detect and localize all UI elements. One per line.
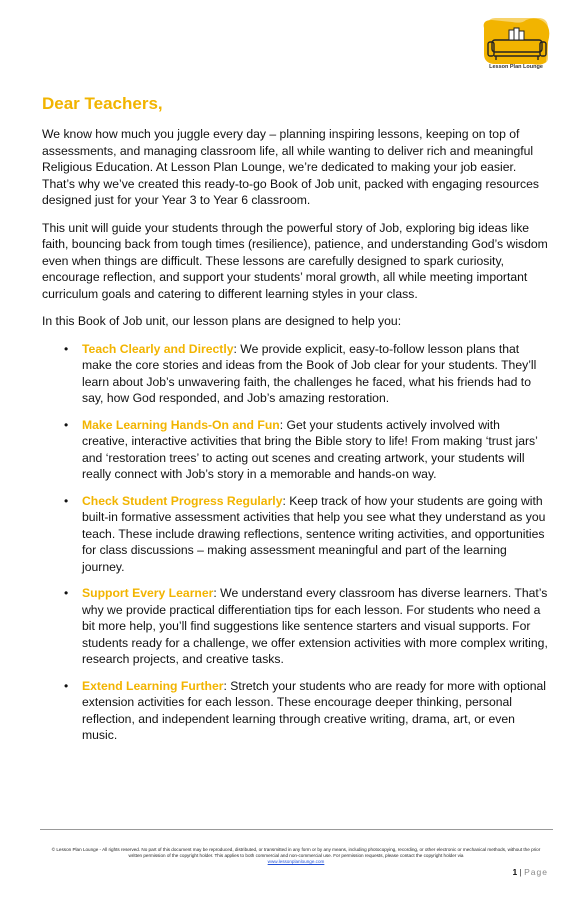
point-text: : We provide explicit, easy-to-follow lesson plans that make the core stories and ideas from the Book of Job clear for your students. They’ll learn about Job’s unwavering faith, the challenges he faced, what his friends had to say, how God responded, and Job’s amazing restoration. (82, 341, 537, 405)
list-item (42, 585, 548, 668)
bullet-icon: • (64, 341, 69, 356)
unit-overview-paragraph: This unit will guide your students through the powerful story of Job, exploring big ideas like faith, bouncing back from tough times (resilience), patience, and understanding God’s wisdom even when things are difficult. These lessons are carefully designed to spark curiosity, encourage reflection, and support your students’ moral growth, all while meeting important curriculum goals and catering to different learning styles in your class. (42, 220, 548, 301)
point-text: : We understand every classroom has diverse learners. That’s why we provide practical differentiation tips for each lesson. For students who need a bit more help, you’ll find suggestions like sentence starters and visual supports. For students ready for a challenge, we offer extension activities with more complex writing, research projects, and creative tasks. (82, 586, 548, 666)
list-item (42, 341, 548, 407)
bullet-icon: • (64, 493, 69, 508)
point-title: Make Learning Hands-On and Fun (82, 417, 280, 432)
point-title: Teach Clearly and Directly (82, 341, 234, 356)
logo-wordmark: Lesson Plan Lounge (489, 64, 543, 70)
point-text: : Stretch your students who are ready for more with optional extension activities for each lesson. These encourage deeper thinking, personal reflection, and independent learning through creative writing, drama, art, or even music. (82, 678, 546, 742)
bullet-icon: • (64, 678, 69, 693)
list-item (42, 417, 548, 483)
bullet-icon: • (64, 417, 69, 432)
point-text: : Keep track of how your students are going with built-in formative assessment activities that help you see what they understand as you teach. These include drawing reflections, sentence writing activities, and opportunities for class discussions – making assessment meaningful and part of the learning journey. (82, 493, 546, 574)
list-intro-paragraph: In this Book of Job unit, our lesson plans are designed to help you: (42, 314, 402, 328)
letter-heading: Dear Teachers, (42, 94, 163, 113)
point-title: Check Student Progress Regularly (82, 493, 283, 508)
page-separator: | (519, 867, 522, 877)
page-label: Page (524, 867, 548, 877)
letter-body (42, 94, 548, 754)
footer-divider (40, 829, 553, 830)
point-text: : Get your students actively involved with creative, interactive activities that bring the Bible story to life! From making ‘trust jars’ and ‘restoration trees’ to acting out scenes and creating artwork, your students will really connect with Job’s story in a memorable and hands-on way. (82, 417, 538, 481)
intro-paragraph: We know how much you juggle every day – planning inspiring lessons, keeping on top of assessments, and managing classroom life, all while wanting to deliver rich and meaningful Religious Education. At Lesson Plan Lounge, we’re dedicated to making your job easier. That’s why we’ve created this ready-to-go Book of Job unit, packed with engaging resources designed just for your Year 3 to Year 6 classroom. (42, 127, 540, 207)
bullet-icon: • (64, 586, 69, 600)
website-link[interactable]: www.lessonplanlounge.com (267, 859, 325, 865)
page-number (512, 867, 548, 877)
copyright-text: © Lesson Plan Lounge - All rights reserved. No part of this document may be reproduced, distributed, or transmitted in any form or by any means, including photocopying, recording, or other electronic or mechanical methods, without the prior written permission of the copyright holder. This applies to both commercial and non-commercial use. For permission requests, please contact the copyright holder via (51, 847, 541, 859)
point-title: Support Every Learner (82, 586, 214, 600)
page-number-value: 1 (512, 867, 518, 877)
list-item (42, 678, 548, 744)
list-item (42, 493, 548, 576)
copyright-notice (46, 847, 546, 866)
point-title: Extend Learning Further (82, 678, 224, 693)
benefits-list (42, 341, 548, 744)
